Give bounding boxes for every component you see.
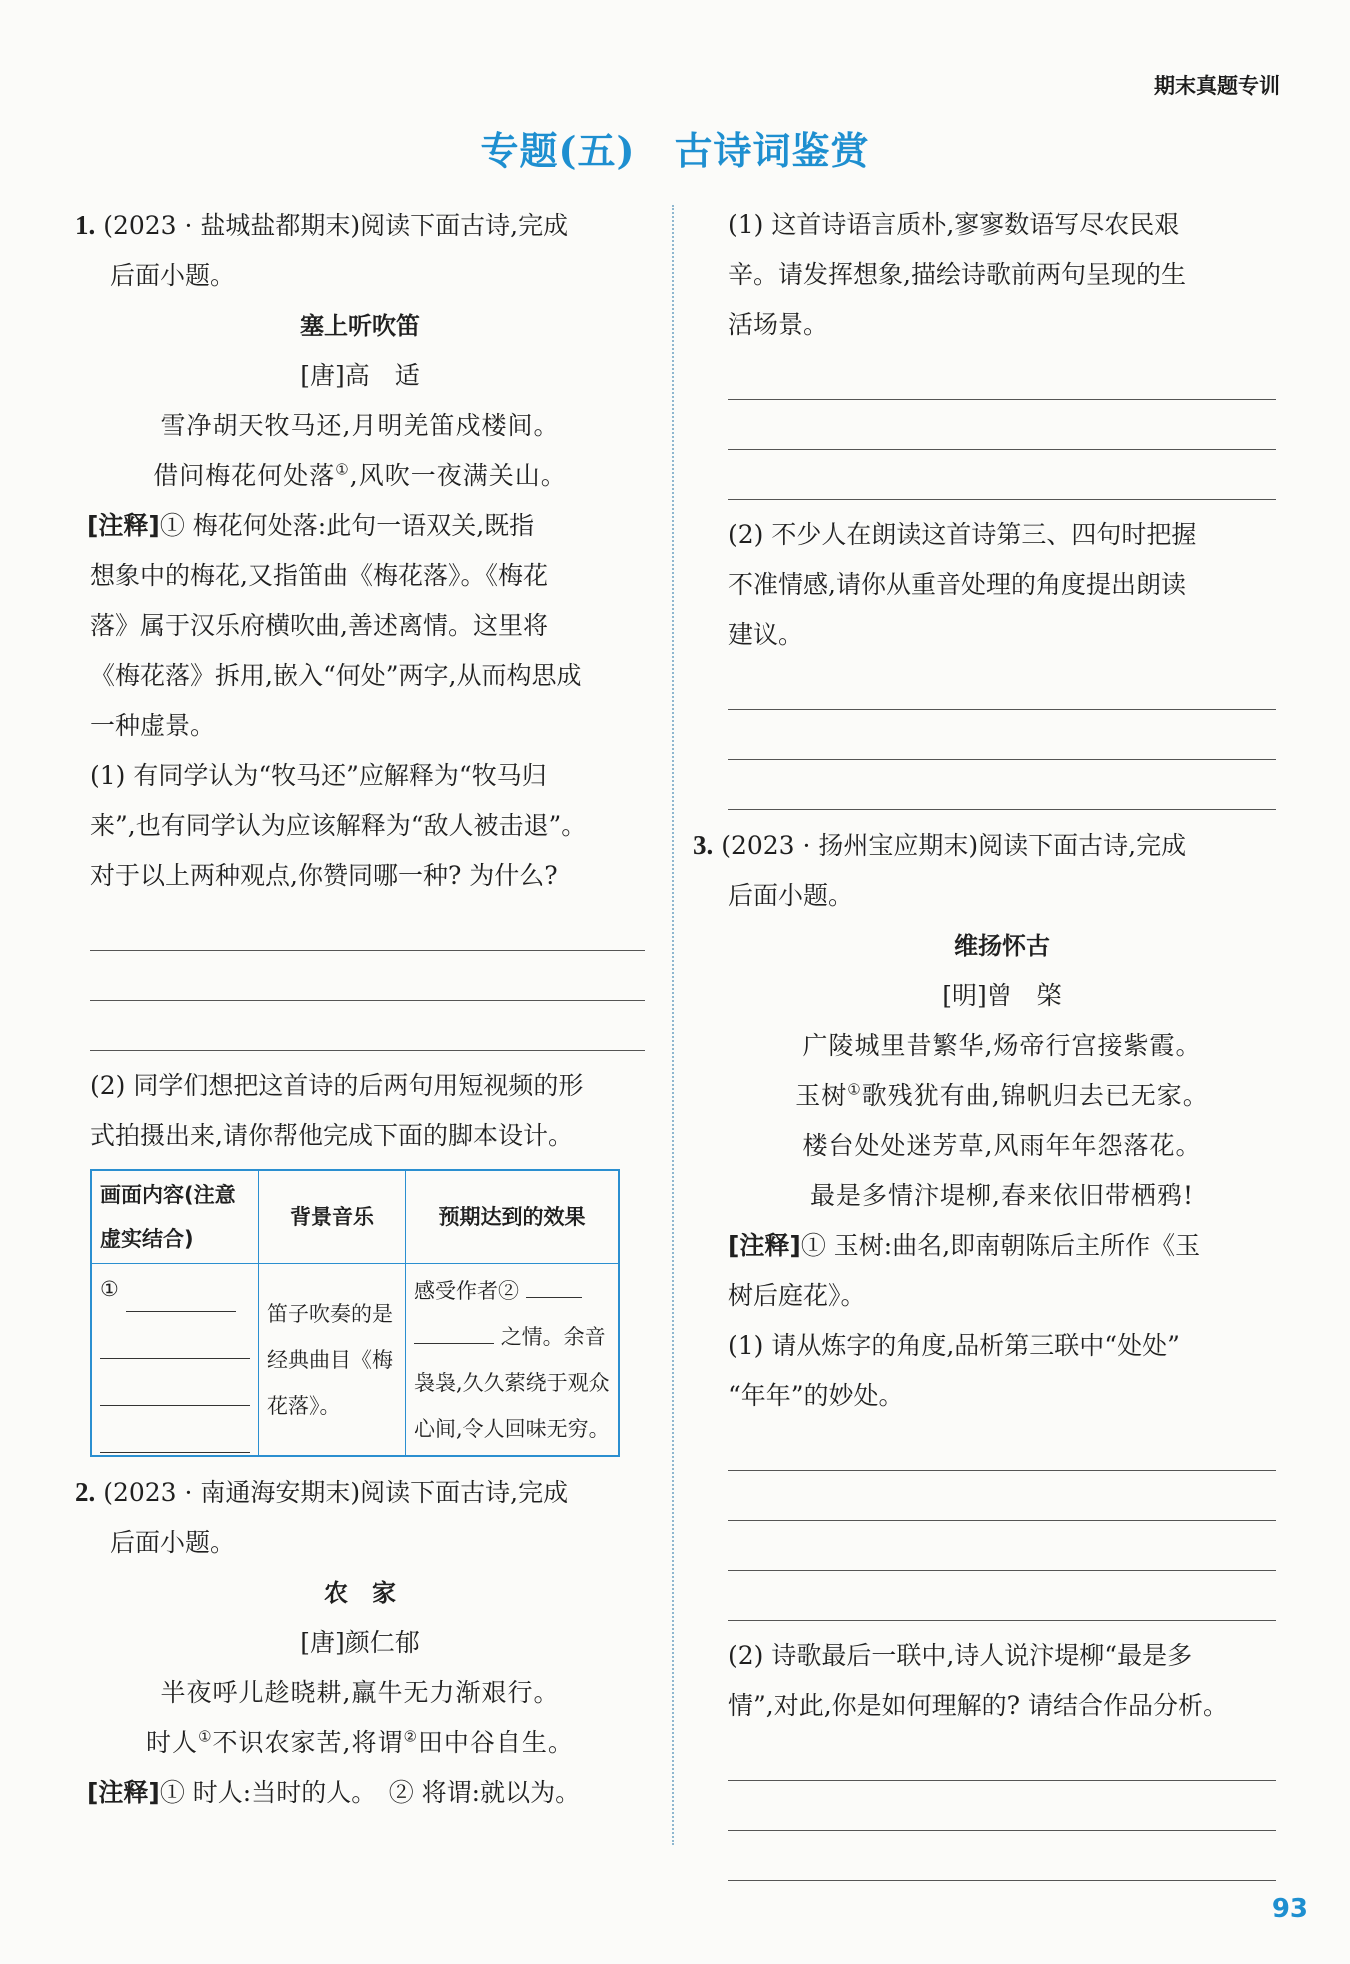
q2-intro: 2. (2023 · 南通海安期末)阅读下面古诗,完成 (75, 1477, 569, 1507)
table-header-scene: 画面内容(注意虚实结合) (91, 1170, 259, 1264)
q3-intro-cont: 后面小题。 (728, 881, 854, 910)
q3-sub2-line2: 情”,对此,你是如何理解的? 请结合作品分析。 (728, 1691, 1229, 1720)
q3-poem-line-2: 玉树①歌残犹有曲,锦帆归去已无家。 (795, 1080, 1209, 1110)
q2-author: [唐]颜仁郁 (300, 1628, 420, 1657)
answer-line[interactable] (728, 350, 1276, 400)
page-number: 93 (1271, 1894, 1308, 1924)
answer-line[interactable] (728, 400, 1276, 450)
table-header-music: 背景音乐 (259, 1170, 406, 1264)
q2-poem-title: 农 家 (324, 1579, 396, 1607)
q2-sub1-line2: 辛。请发挥想象,描绘诗歌前两句呈现的生 (728, 260, 1186, 289)
q3-sub1-line2: “年年”的妙处。 (728, 1381, 904, 1410)
q1-author: [唐]高 适 (300, 361, 420, 390)
answer-line[interactable] (728, 1831, 1276, 1881)
q1-poem-line-1: 雪净胡天牧马还,月明羌笛戍楼间。 (160, 411, 560, 440)
q1-sub2-line2: 式拍摄出来,请你帮他完成下面的脚本设计。 (90, 1121, 573, 1150)
q3-note: [注释]① 玉树:曲名,即南朝陈后主所作《玉 (728, 1231, 1201, 1260)
column-divider (672, 205, 674, 1845)
q3-poem-line-3: 楼台处处迷芳草,风雨年年怨落花。 (802, 1131, 1202, 1160)
q2-poem-line-1: 半夜呼儿趁晓耕,羸牛无力渐艰行。 (160, 1678, 560, 1707)
q1-poem-title: 塞上听吹笛 (300, 312, 420, 340)
answer-line[interactable] (728, 450, 1276, 500)
answer-line[interactable] (90, 1001, 645, 1051)
q2-intro-cont: 后面小题。 (110, 1528, 236, 1557)
q1-note-3: 落》属于汉乐府横吹曲,善述离情。这里将 (90, 611, 548, 640)
q1-intro-cont: 后面小题。 (110, 261, 236, 290)
effect-blank-cont[interactable] (414, 1315, 494, 1344)
q1-sub2-line1: (2) 同学们想把这首诗的后两句用短视频的形 (90, 1071, 584, 1100)
q1-intro: 1. (2023 · 盐城盐都期末)阅读下面古诗,完成 (75, 210, 569, 240)
answer-line[interactable] (728, 1521, 1276, 1571)
q2-note: [注释]① 时人:当时的人。 ② 将谓:就以为。 (87, 1778, 581, 1807)
q2-poem-line-2: 时人①不识农家苦,将谓②田中谷自生。 (146, 1727, 574, 1757)
script-table (90, 1169, 620, 1457)
answer-line[interactable] (728, 660, 1276, 710)
page-title: 专题(五) 古诗词鉴赏 (480, 128, 870, 173)
q2-sub1-line3: 活场景。 (728, 310, 829, 339)
q1-note-4: 《梅花落》拆用,嵌入“何处”两字,从而构思成 (90, 661, 582, 690)
q3-sub1-line1: (1) 请从炼字的角度,品析第三联中“处处” (728, 1331, 1180, 1360)
answer-line[interactable] (728, 1471, 1276, 1521)
right-column (693, 200, 1276, 1881)
effect-blank[interactable] (526, 1269, 582, 1298)
answer-line[interactable] (90, 901, 645, 951)
table-cell-effect: 感受作者② 之情。余音袅袅,久久萦绕于观众心间,令人回味无穷。 (406, 1264, 620, 1457)
answer-line[interactable] (728, 1781, 1276, 1831)
table-header-effect: 预期达到的效果 (406, 1170, 620, 1264)
q1-sub1-line2: 来”,也有同学认为应该解释为“敌人被击退”。 (90, 811, 587, 840)
series-header: 期末真题专训 (1154, 74, 1280, 98)
q3-intro: 3. (2023 · 扬州宝应期末)阅读下面古诗,完成 (693, 830, 1187, 860)
answer-line[interactable] (728, 1421, 1276, 1471)
left-column (75, 200, 645, 1818)
answer-line[interactable] (728, 760, 1276, 810)
q3-author: [明]曾 棨 (942, 981, 1062, 1010)
q3-poem-title: 维扬怀古 (954, 932, 1050, 960)
q1-note: [注释]① 梅花何处落:此句一语双关,既指 (87, 511, 535, 540)
table-cell-scene[interactable]: ① (91, 1264, 259, 1457)
q1-sub1-line1: (1) 有同学认为“牧马还”应解释为“牧马归 (90, 761, 547, 790)
q2-sub2-line3: 建议。 (728, 620, 804, 649)
q2-sub2-line2: 不准情感,请你从重音处理的角度提出朗读 (728, 570, 1186, 599)
q1-poem-line-2: 借问梅花何处落①,风吹一夜满关山。 (153, 460, 567, 490)
q1-note-5: 一种虚景。 (90, 711, 216, 740)
q2-sub2-line1: (2) 不少人在朗读这首诗第三、四句时把握 (728, 520, 1197, 549)
q1-sub1-line3: 对于以上两种观点,你赞同哪一种? 为什么? (90, 861, 558, 890)
answer-line[interactable] (728, 710, 1276, 760)
q3-note-2: 树后庭花》。 (728, 1281, 866, 1310)
q3-poem-line-1: 广陵城里昔繁华,炀帝行宫接紫霞。 (802, 1031, 1202, 1060)
q3-sub2-line1: (2) 诗歌最后一联中,诗人说汴堤柳“最是多 (728, 1641, 1193, 1670)
answer-line[interactable] (90, 951, 645, 1001)
answer-line[interactable] (728, 1731, 1276, 1781)
q1-note-2: 想象中的梅花,又指笛曲《梅花落》。《梅花 (90, 561, 548, 590)
q3-poem-line-4: 最是多情汴堤柳,春来依旧带栖鸦! (810, 1181, 1194, 1210)
table-cell-music: 笛子吹奏的是经典曲目《梅花落》。 (259, 1264, 406, 1457)
q2-sub1-line1: (1) 这首诗语言质朴,寥寥数语写尽农民艰 (728, 210, 1180, 239)
answer-line[interactable] (728, 1571, 1276, 1621)
